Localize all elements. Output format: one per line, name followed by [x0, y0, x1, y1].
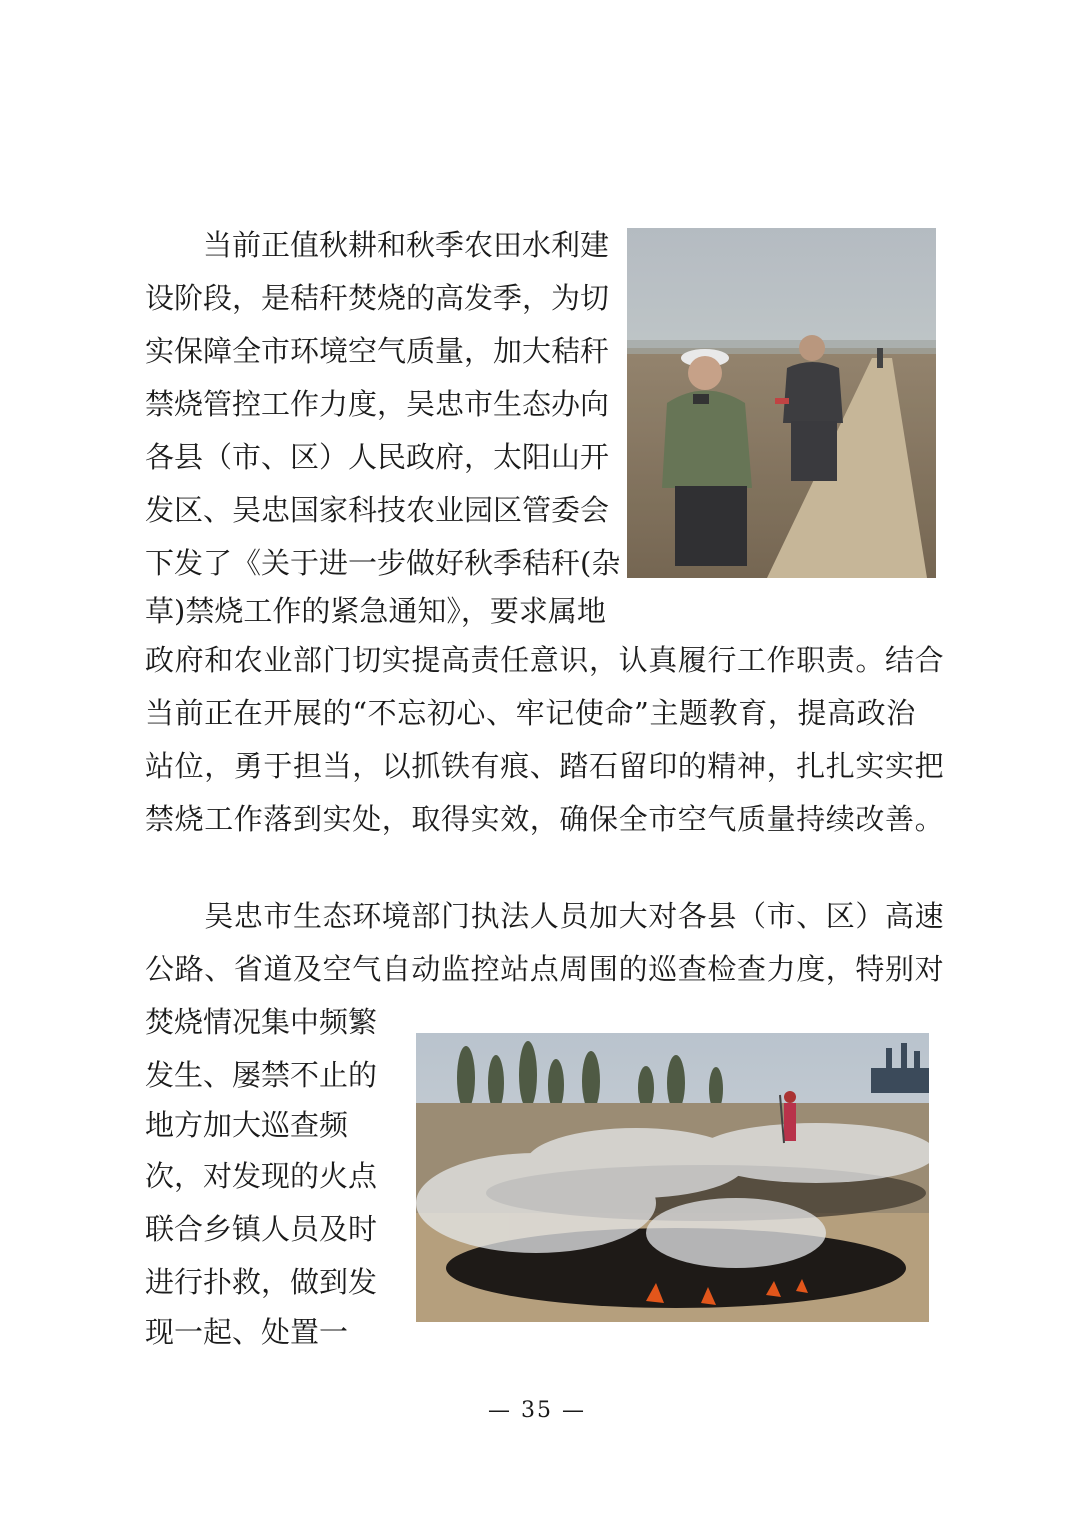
text-line: 联合乡镇人员及时 — [145, 1212, 378, 1246]
text-line: 地方加大巡查频 — [145, 1108, 349, 1142]
text-line: 焚烧情况集中频繁 — [145, 1005, 378, 1039]
text-line: 公路、省道及空气自动监控站点周围的巡查检查力度，特别对 — [145, 952, 945, 986]
photo-inspectors-on-field-road — [627, 228, 936, 578]
page-number: — 35 — — [488, 1398, 586, 1423]
photo-burning-field-image — [416, 1033, 929, 1322]
text-line: 实保障全市环境空气质量，加大秸秆 — [145, 334, 610, 368]
text-line: 当前正在开展的“不忘初心、牢记使命”主题教育，提高政治 — [145, 696, 916, 730]
text-line: 政府和农业部门切实提高责任意识，认真履行工作职责。结合 — [145, 643, 945, 677]
text-line: 发区、吴忠国家科技农业园区管委会 — [145, 493, 610, 527]
text-line: 站位，勇于担当，以抓铁有痕、踏石留印的精神，扎扎实实把 — [145, 749, 945, 783]
text-line: 禁烧工作落到实处，取得实效，确保全市空气质量持续改善。 — [145, 802, 945, 836]
photo-inspectors-image — [627, 228, 936, 578]
photo-burning-field — [416, 1033, 929, 1322]
text-line: 现一起、处置一 — [145, 1315, 349, 1349]
text-line: 下发了《关于进一步做好秋季秸秆(杂 — [145, 546, 621, 580]
text-line: 当前正值秋耕和秋季农田水利建 — [145, 228, 610, 262]
text-line: 发生、屡禁不止的 — [145, 1058, 378, 1092]
text-line: 禁烧管控工作力度，吴忠市生态办向 — [145, 387, 610, 421]
text-line: 进行扑救，做到发 — [145, 1265, 378, 1299]
text-line: 次，对发现的火点 — [145, 1159, 378, 1193]
text-line: 草)禁烧工作的紧急通知》，要求属地 — [145, 594, 606, 628]
text-line: 设阶段，是秸秆焚烧的高发季，为切 — [145, 281, 610, 315]
text-line: 各县（市、区）人民政府，太阳山开 — [145, 440, 610, 474]
text-line: 吴忠市生态环境部门执法人员加大对各县（市、区）高速 — [145, 899, 945, 933]
